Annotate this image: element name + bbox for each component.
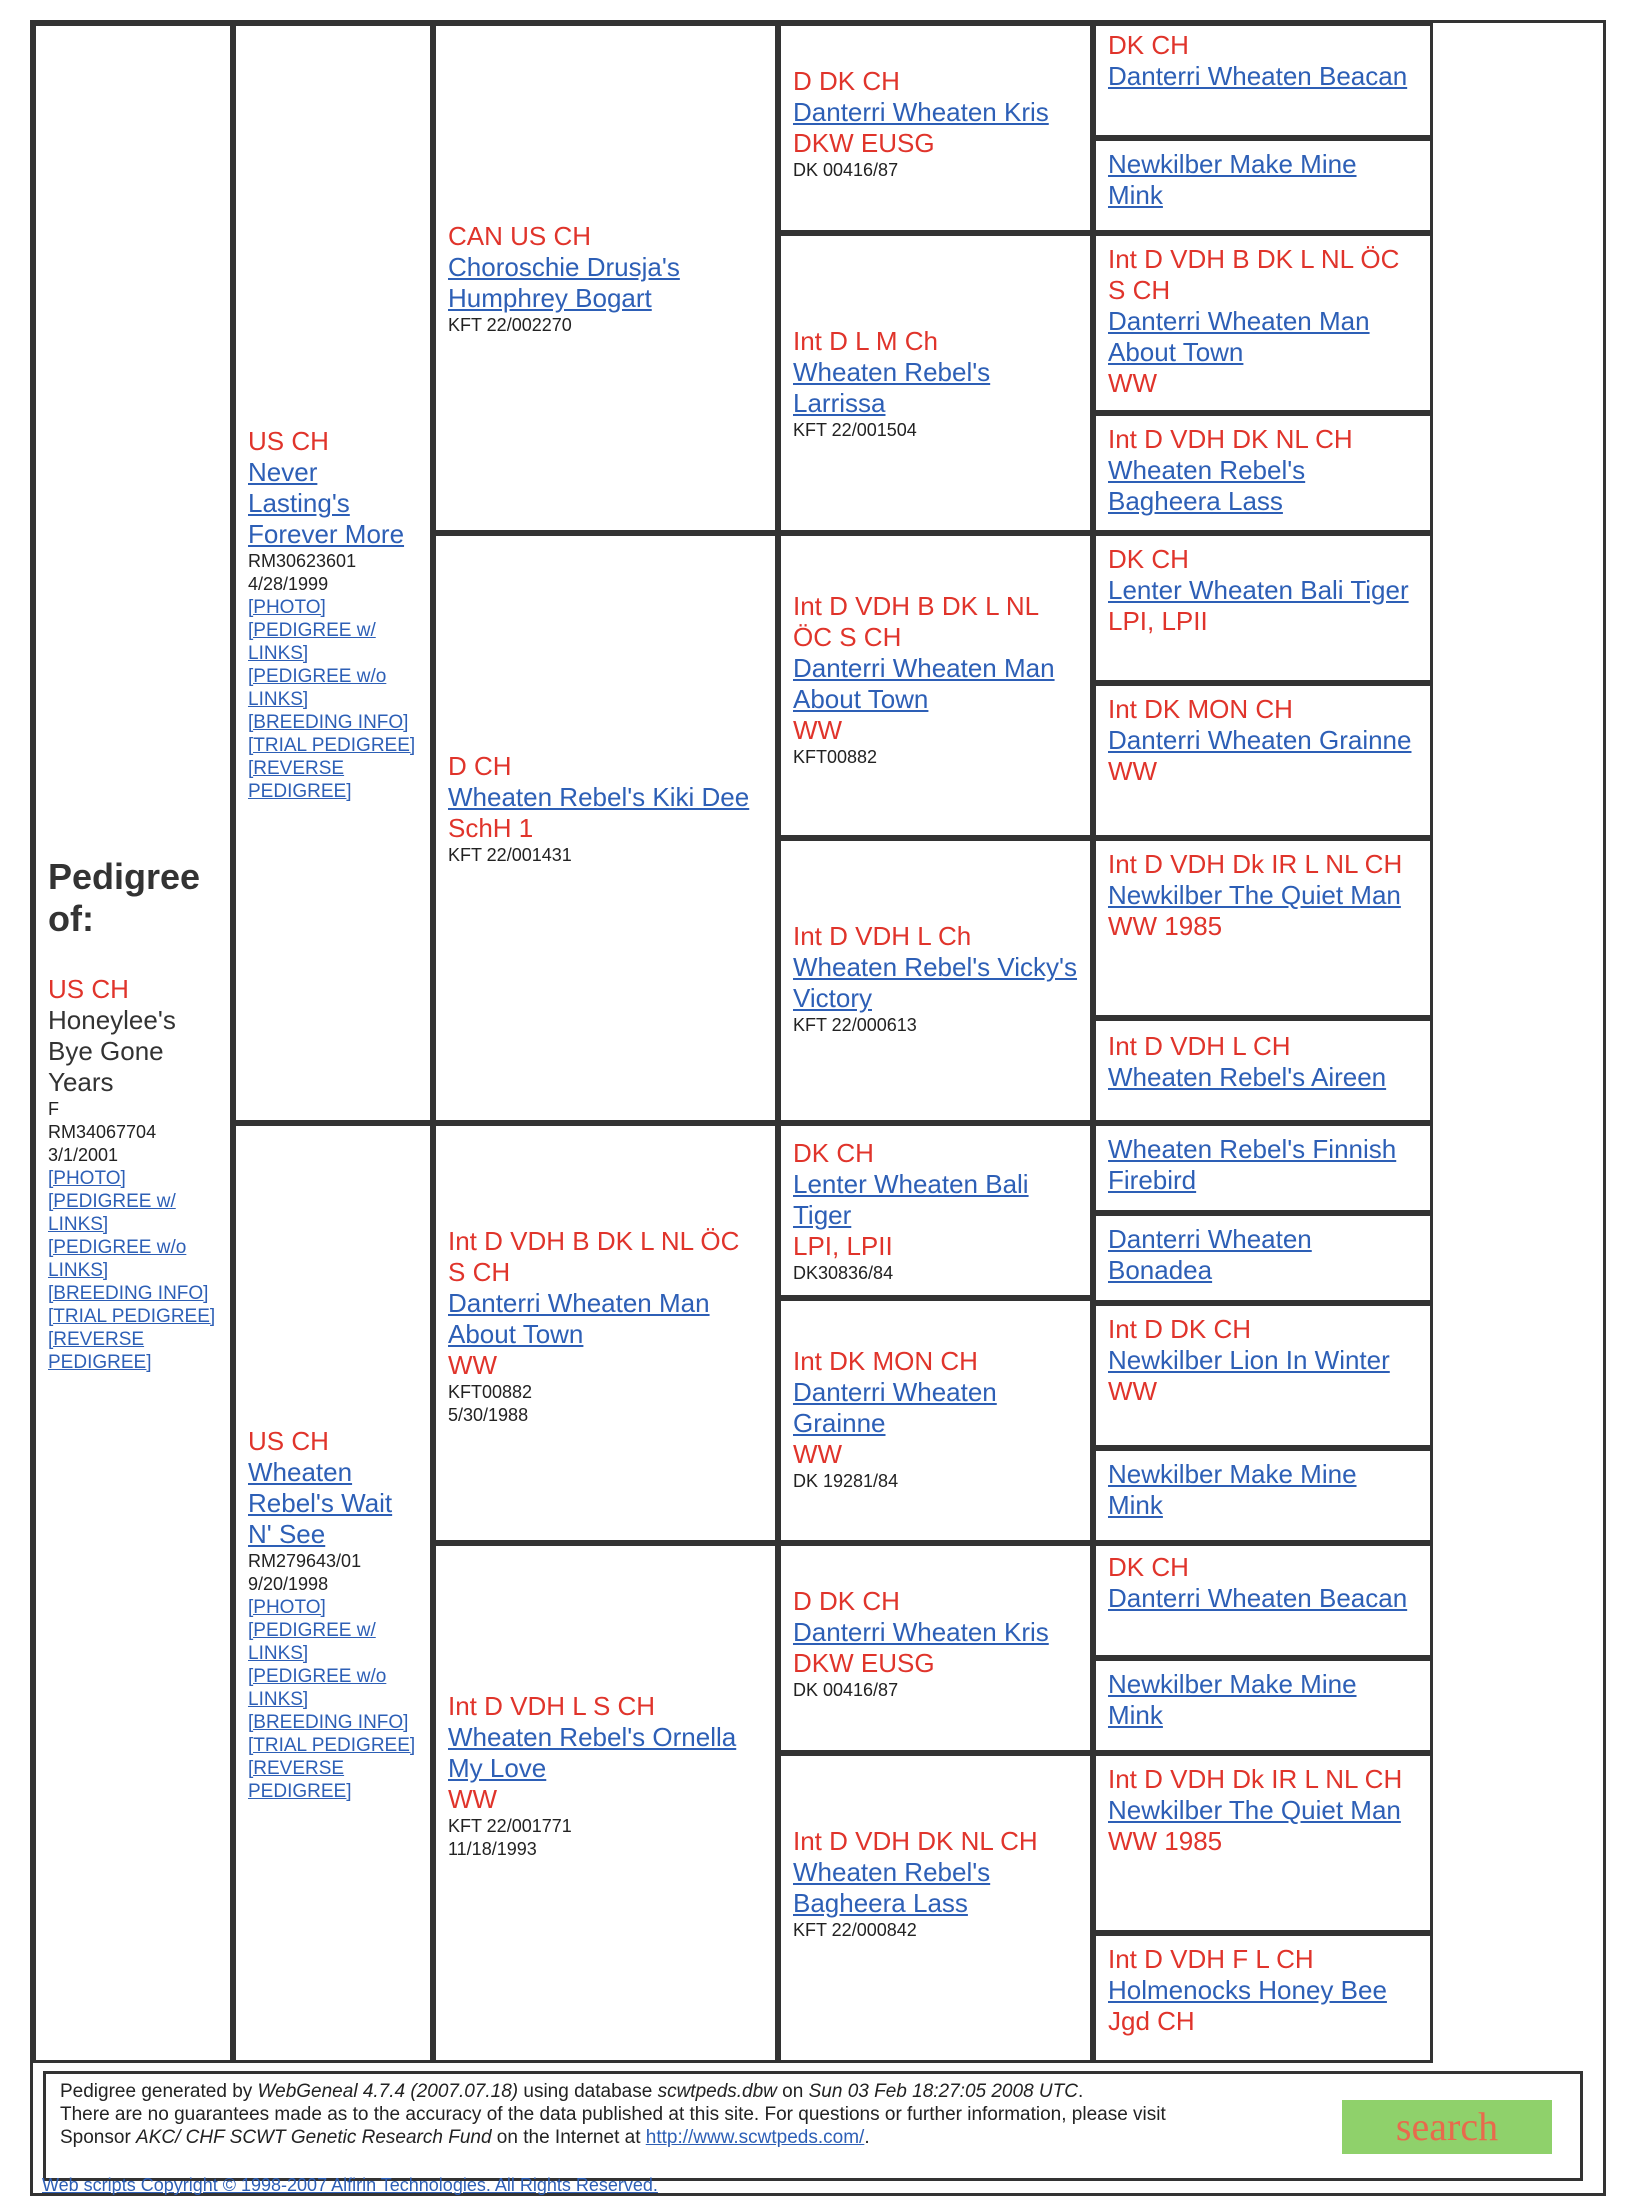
dog-title: Int D VDH DK NL CH	[1108, 424, 1353, 454]
dog-name-link[interactable]: Danterri Wheaten Man About Town	[448, 1288, 710, 1349]
dog-name-link[interactable]: Danterri Wheaten Man About Town	[1108, 306, 1370, 367]
dog-suffix: LPI, LPII	[1108, 606, 1208, 636]
gen4-entry	[1093, 1658, 1433, 1753]
subject-reg: RM34067704	[48, 1122, 157, 1142]
sire-reg: RM30623601	[248, 551, 357, 571]
sire-pedigree-without-links-link[interactable]: [PEDIGREE w/o LINKS]	[248, 666, 387, 710]
gen3-entry	[778, 838, 1093, 1123]
dog-name-link[interactable]: Wheaten Rebel's Larrissa	[793, 357, 991, 418]
gen3-entry	[778, 23, 1093, 233]
footer-line-2: There are no guarantees made as to the accuracy of the data published at this site. For questions or further information, please visit	[60, 2104, 1166, 2125]
sire-cell	[233, 23, 433, 1123]
gen4-entry	[1093, 1123, 1433, 1213]
gen2-entry	[433, 23, 778, 533]
subject-sex: F	[48, 1099, 59, 1119]
dog-name-link[interactable]: Danterri Wheaten Grainne	[1108, 725, 1412, 755]
gen3-entry	[778, 233, 1093, 533]
dog-title: Int DK MON CH	[793, 1346, 978, 1376]
gen3-entry	[778, 1543, 1093, 1753]
dog-name-link[interactable]: Newkilber Make Mine Mink	[1108, 1459, 1357, 1520]
dog-suffix: WW	[448, 1350, 498, 1380]
dog-reg: KFT 22/000842	[793, 1920, 917, 1940]
dog-name-link[interactable]: Wheaten Rebel's Aireen	[1108, 1062, 1387, 1092]
dog-title: D CH	[448, 751, 512, 781]
dog-name-link[interactable]: Wheaten Rebel's Ornella My Love	[448, 1722, 737, 1783]
subject-title: US CH	[48, 974, 129, 1004]
dog-name-link[interactable]: Danterri Wheaten Beacan	[1108, 1583, 1408, 1613]
gen2-entry	[433, 533, 778, 1123]
dog-reg: DK 00416/87	[793, 1680, 899, 1700]
footer-text: on	[776, 2081, 809, 2102]
footer	[43, 2071, 1583, 2181]
footer-text: .	[1077, 2081, 1084, 2102]
sire-name-link[interactable]: Never Lasting's Forever More	[248, 457, 405, 549]
subject-name: Honeylee's Bye Gone Years	[48, 1005, 176, 1097]
gen4-entry	[1093, 1303, 1433, 1448]
gen2-entry	[433, 1123, 778, 1543]
footer-line-3	[60, 2126, 1566, 2149]
sire-title: US CH	[248, 426, 329, 456]
gen2-entry	[433, 1543, 778, 2063]
dog-title: DK CH	[793, 1138, 874, 1168]
dog-reg: KFT 22/001504	[793, 420, 917, 440]
search-button[interactable]: search	[1342, 2100, 1552, 2154]
dog-suffix: WW	[1108, 368, 1158, 398]
page-title: Pedigree of:	[48, 856, 201, 939]
gen4-entry	[1093, 683, 1433, 838]
dog-name-link[interactable]: Newkilber The Quiet Man	[1108, 1795, 1401, 1825]
website-link[interactable]: http://www.scwtpeds.com/	[645, 2127, 865, 2148]
dog-title: D DK CH	[793, 1586, 900, 1616]
database-name: scwtpeds.dbw	[657, 2081, 777, 2102]
subject-dob: 3/1/2001	[48, 1145, 119, 1165]
dog-suffix: WW	[448, 1784, 498, 1814]
gen4-entry	[1093, 1018, 1433, 1123]
footer-text: Pedigree generated by	[60, 2081, 258, 2102]
dog-name-link[interactable]: Wheaten Rebel's Bagheera Lass	[1108, 455, 1306, 516]
dog-name-link[interactable]: Danterri Wheaten Grainne	[793, 1377, 997, 1438]
dog-name-link[interactable]: Danterri Wheaten Kris	[793, 1617, 1049, 1647]
dog-name-link[interactable]: Newkilber Make Mine Mink	[1108, 1669, 1357, 1730]
footer-text: on the Internet at	[491, 2127, 646, 2148]
dog-name-link[interactable]: Newkilber Make Mine Mink	[1108, 149, 1357, 210]
dam-title: US CH	[248, 1426, 329, 1456]
dog-title: DK CH	[1108, 544, 1189, 574]
dog-suffix: DKW EUSG	[793, 1648, 935, 1678]
dog-name-link[interactable]: Lenter Wheaten Bali Tiger	[1108, 575, 1409, 605]
dog-name-link[interactable]: Danterri Wheaten Beacan	[1108, 61, 1408, 91]
gen4-entry	[1093, 1448, 1433, 1543]
gen4-entry	[1093, 23, 1433, 138]
dog-title: D DK CH	[793, 66, 900, 96]
dog-title: Int D VDH Dk IR L NL CH	[1108, 849, 1403, 879]
dog-title: Int D VDH L S CH	[448, 1691, 656, 1721]
dog-title: Int DK MON CH	[1108, 694, 1293, 724]
footer-text: using database	[518, 2081, 658, 2102]
dog-title: Int D VDH L CH	[1108, 1031, 1291, 1061]
dam-reverse-pedigree-link[interactable]: [REVERSE PEDIGREE]	[248, 1758, 352, 1802]
pedigree-with-links-link[interactable]: [PEDIGREE w/ LINKS]	[48, 1191, 176, 1235]
dog-title: Int D VDH B DK L NL ÖC S CH	[448, 1226, 740, 1287]
dog-reg: KFT00882	[793, 747, 878, 767]
sponsor-name: AKC/ CHF SCWT Genetic Research Fund	[136, 2127, 492, 2148]
dam-name-link[interactable]: Wheaten Rebel's Wait N' See	[248, 1457, 393, 1549]
footer-text: .	[864, 2127, 870, 2148]
dog-title: Int D VDH Dk IR L NL CH	[1108, 1764, 1403, 1794]
sire-dob: 4/28/1999	[248, 574, 329, 594]
dog-suffix: DKW EUSG	[793, 128, 935, 158]
gen4-entry	[1093, 1933, 1433, 2063]
dog-reg: DK30836/84	[793, 1263, 894, 1283]
dog-suffix: WW 1985	[1108, 911, 1223, 941]
sire-photo-link[interactable]: [PHOTO]	[248, 597, 326, 618]
dog-reg: KFT 22/001431	[448, 845, 572, 865]
software-name: WebGeneal 4.7.4 (2007.07.18)	[257, 2081, 519, 2102]
dog-reg: DK 00416/87	[793, 160, 899, 180]
gen4-entry	[1093, 533, 1433, 683]
gen4-entry	[1093, 233, 1433, 413]
dog-name-link[interactable]: Wheaten Rebel's Finnish Firebird	[1108, 1134, 1397, 1195]
dog-title: DK CH	[1108, 30, 1189, 60]
photo-link[interactable]: [PHOTO]	[48, 1168, 126, 1189]
sire-trial-pedigree-link[interactable]: [TRIAL PEDIGREE]	[248, 735, 416, 756]
pedigree-page	[30, 20, 1606, 2196]
dog-suffix: LPI, LPII	[793, 1231, 893, 1261]
dog-dob: 5/30/1988	[448, 1405, 529, 1425]
generated-date: Sun 03 Feb 18:27:05 2008 UTC	[808, 2081, 1078, 2102]
dam-breeding-info-link[interactable]: [BREEDING INFO]	[248, 1712, 409, 1733]
dog-title: Int D VDH B DK L NL ÖC S CH	[793, 591, 1039, 652]
gen4-entry	[1093, 1543, 1433, 1658]
gen3-entry	[778, 1298, 1093, 1543]
gen4-entry	[1093, 838, 1433, 1018]
subject-cell	[33, 23, 233, 2063]
dog-reg: KFT 22/002270	[448, 315, 572, 335]
dam-pedigree-with-links-link[interactable]: [PEDIGREE w/ LINKS]	[248, 1620, 376, 1664]
dam-trial-pedigree-link[interactable]: [TRIAL PEDIGREE]	[248, 1735, 416, 1756]
copyright-link[interactable]: Web scripts Copyright © 1998-2007 Alfirin Technologies. All Rights Reserved.	[42, 2175, 658, 2195]
dog-title: Int D VDH F L CH	[1108, 1944, 1314, 1974]
footer-line-1	[60, 2080, 1566, 2103]
dog-title: Int D DK CH	[1108, 1314, 1252, 1344]
dam-dob: 9/20/1998	[248, 1574, 329, 1594]
dam-reg: RM279643/01	[248, 1551, 362, 1571]
dog-suffix: Jgd CH	[1108, 2006, 1195, 2036]
dog-suffix: WW	[1108, 1376, 1158, 1406]
dog-suffix: SchH 1	[448, 813, 534, 843]
dog-name-link[interactable]: Danterri Wheaten Bonadea	[1108, 1224, 1312, 1285]
dog-reg: KFT 22/000613	[793, 1015, 917, 1035]
reverse-pedigree-link[interactable]: [REVERSE PEDIGREE]	[48, 1329, 152, 1373]
breeding-info-link[interactable]: [BREEDING INFO]	[48, 1283, 209, 1304]
dam-cell	[233, 1123, 433, 2063]
dog-title: Int D VDH DK NL CH	[793, 1826, 1038, 1856]
dog-name-link[interactable]: Wheaten Rebel's Kiki Dee	[448, 782, 750, 812]
footer-text: Sponsor	[60, 2127, 137, 2148]
dog-suffix: WW	[793, 1439, 843, 1469]
dog-title: Int D VDH L Ch	[793, 921, 972, 951]
dog-title: DK CH	[1108, 1552, 1189, 1582]
dog-name-link[interactable]: Holmenocks Honey Bee	[1108, 1975, 1387, 2005]
dog-title: CAN US CH	[448, 221, 592, 251]
gen4-entry	[1093, 413, 1433, 533]
dog-name-link[interactable]: Newkilber Lion In Winter	[1108, 1345, 1390, 1375]
dog-reg: KFT00882	[448, 1382, 533, 1402]
gen4-entry	[1093, 1753, 1433, 1933]
sire-pedigree-with-links-link[interactable]: [PEDIGREE w/ LINKS]	[248, 620, 376, 664]
gen3-entry	[778, 533, 1093, 838]
dog-title: Int D L M Ch	[793, 326, 938, 356]
dam-photo-link[interactable]: [PHOTO]	[248, 1597, 326, 1618]
dog-suffix: WW	[793, 715, 843, 745]
gen4-entry	[1093, 1213, 1433, 1303]
pedigree-grid	[33, 23, 1603, 2063]
dog-name-link[interactable]: Wheaten Rebel's Vicky's Victory	[793, 952, 1078, 1013]
dog-reg: DK 19281/84	[793, 1471, 899, 1491]
dog-suffix: WW 1985	[1108, 1826, 1223, 1856]
dog-title: Int D VDH B DK L NL ÖC S CH	[1108, 244, 1400, 305]
gen3-entry	[778, 1123, 1093, 1298]
dam-pedigree-without-links-link[interactable]: [PEDIGREE w/o LINKS]	[248, 1666, 387, 1710]
pedigree-without-links-link[interactable]: [PEDIGREE w/o LINKS]	[48, 1237, 187, 1281]
dog-reg: KFT 22/001771	[448, 1816, 572, 1836]
dog-name-link[interactable]: Danterri Wheaten Man About Town	[793, 653, 1055, 714]
dog-name-link[interactable]: Choroschie Drusja's Humphrey Bogart	[448, 252, 680, 313]
dog-name-link[interactable]: Newkilber The Quiet Man	[1108, 880, 1401, 910]
gen4-entry	[1093, 138, 1433, 233]
sire-breeding-info-link[interactable]: [BREEDING INFO]	[248, 712, 409, 733]
dog-name-link[interactable]: Wheaten Rebel's Bagheera Lass	[793, 1857, 991, 1918]
gen3-entry	[778, 1753, 1093, 2063]
sire-reverse-pedigree-link[interactable]: [REVERSE PEDIGREE]	[248, 758, 352, 802]
dog-name-link[interactable]: Danterri Wheaten Kris	[793, 97, 1049, 127]
dog-name-link[interactable]: Lenter Wheaten Bali Tiger	[793, 1169, 1029, 1230]
dog-dob: 11/18/1993	[448, 1839, 537, 1859]
trial-pedigree-link[interactable]: [TRIAL PEDIGREE]	[48, 1306, 216, 1327]
dog-suffix: WW	[1108, 756, 1158, 786]
